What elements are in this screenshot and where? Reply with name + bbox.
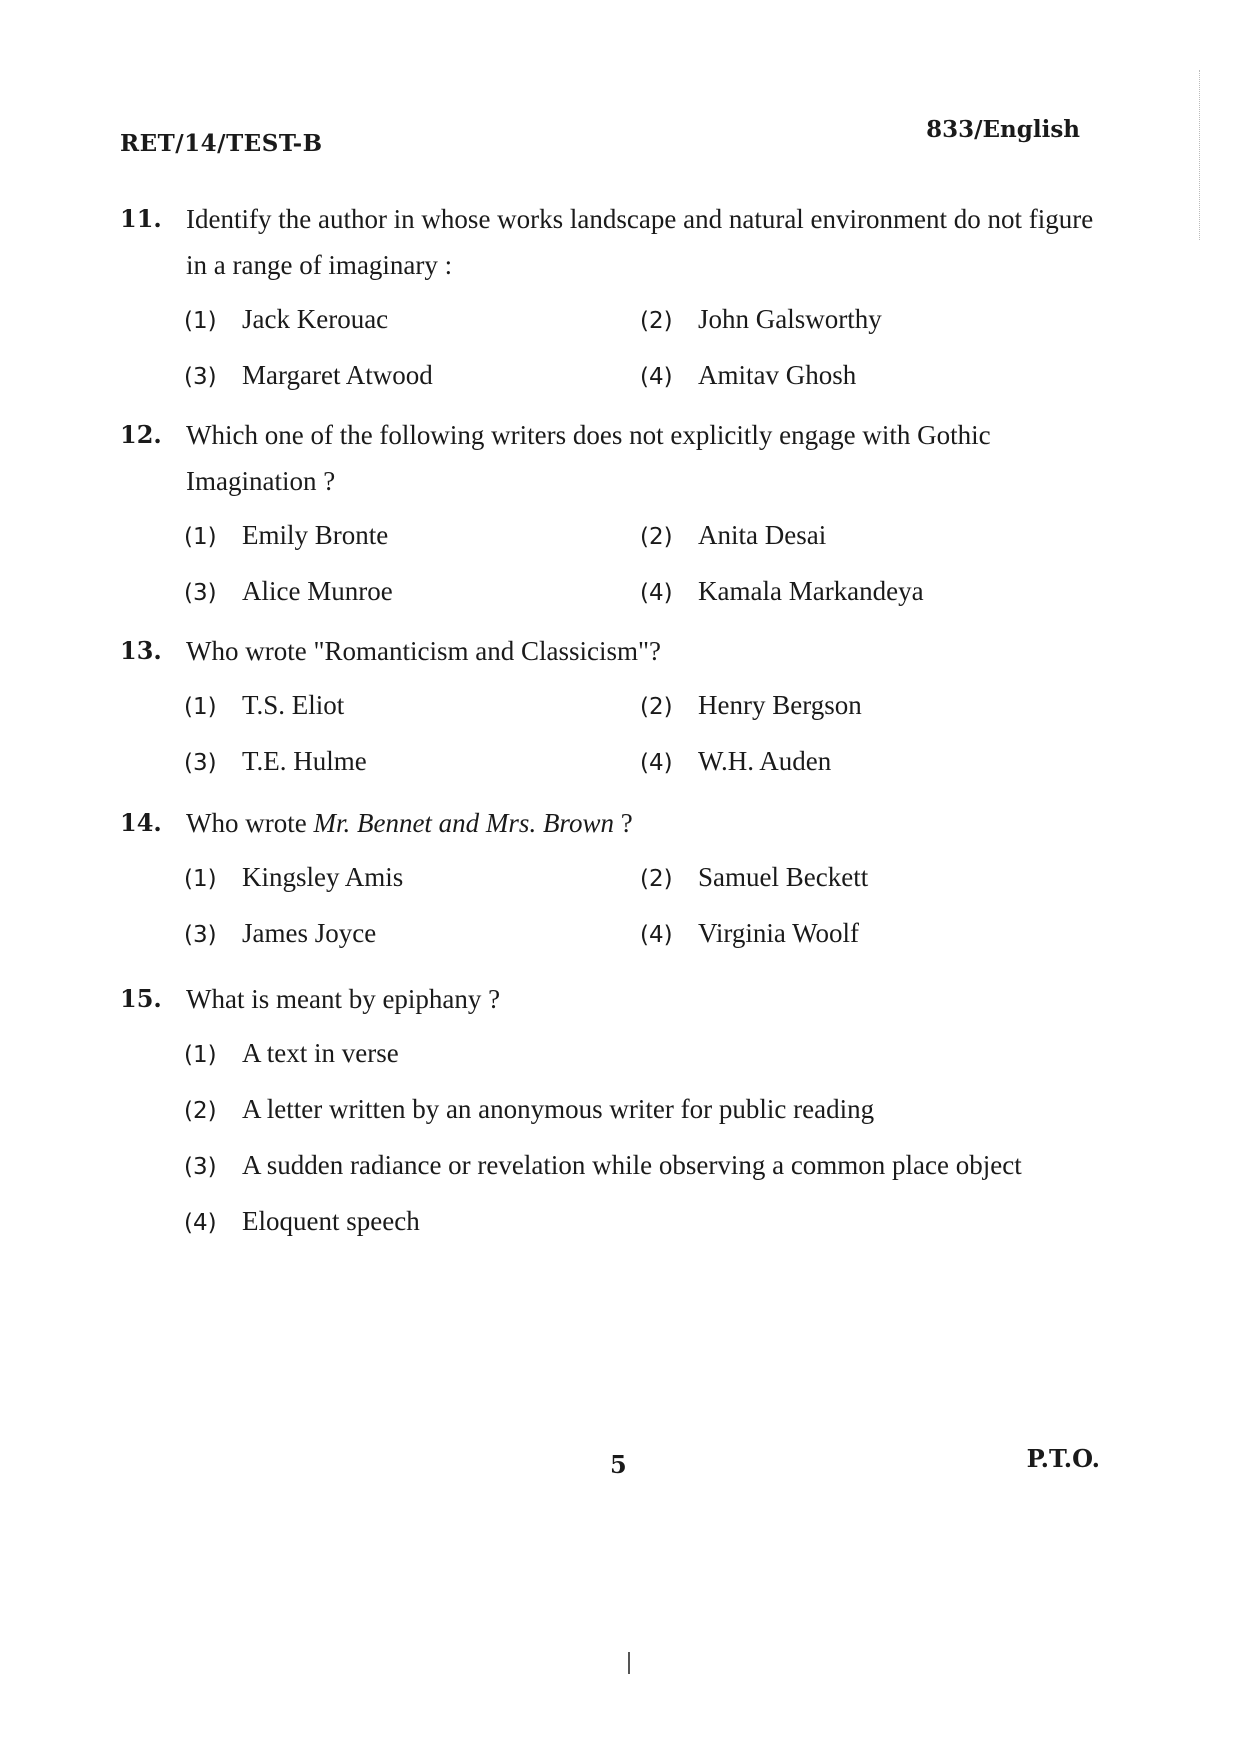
- option-number: (3): [184, 922, 217, 948]
- option-1: [184, 854, 640, 902]
- option-1: [184, 296, 640, 344]
- scan-artifact-mark: [628, 1652, 630, 1674]
- option-1: [184, 1030, 1104, 1078]
- option-number: (2): [640, 308, 673, 334]
- option-4: [640, 568, 1096, 616]
- option-number: (3): [184, 750, 217, 776]
- option-text: Alice Munroe: [242, 576, 393, 606]
- question-number: 13.: [120, 636, 162, 665]
- question-number: 14.: [120, 808, 162, 837]
- option-text: Emily Bronte: [242, 520, 389, 550]
- option-text: A text in verse: [242, 1038, 399, 1068]
- option-3: [184, 568, 640, 616]
- option-text: W.H. Auden: [698, 746, 832, 776]
- option-number: (4): [184, 1210, 217, 1236]
- paper-code: RET/14/TEST-B: [120, 130, 323, 157]
- option-number: (1): [184, 694, 217, 720]
- work-title: Mr. Bennet and Mrs. Brown: [313, 808, 614, 838]
- option-1: [184, 682, 640, 730]
- option-number: (4): [640, 750, 673, 776]
- option-number: (3): [184, 580, 217, 606]
- option-number: (1): [184, 308, 217, 334]
- subject-code: 833/English: [926, 116, 1080, 143]
- question-14: [120, 800, 1100, 958]
- option-number: (4): [640, 922, 673, 948]
- option-text: T.E. Hulme: [242, 746, 367, 776]
- option-number: (1): [184, 1042, 217, 1068]
- option-text: Virginia Woolf: [698, 918, 859, 948]
- option-text: John Galsworthy: [698, 304, 882, 334]
- option-text: A sudden radiance or revelation while observing a common place object: [242, 1150, 1022, 1180]
- options: [184, 296, 1100, 400]
- option-text: Kingsley Amis: [242, 862, 404, 892]
- question-text: Who wrote "Romanticism and Classicism"?: [186, 636, 661, 666]
- question-15: [120, 976, 1100, 1246]
- page-number: 5: [610, 1450, 627, 1479]
- option-number: (3): [184, 1154, 217, 1180]
- question-12: [120, 412, 1100, 616]
- scan-edge-mark: [1198, 70, 1200, 240]
- option-2: [640, 682, 1096, 730]
- option-4: [184, 1198, 1104, 1246]
- option-2: [184, 1086, 1104, 1134]
- option-3: [184, 1142, 1104, 1190]
- option-text: T.S. Eliot: [242, 690, 345, 720]
- option-text: A letter written by an anonymous writer for public reading: [242, 1094, 875, 1124]
- option-2: [640, 296, 1096, 344]
- option-4: [640, 738, 1096, 786]
- question-number: 15.: [120, 984, 162, 1013]
- option-1: [184, 512, 640, 560]
- option-text: Amitav Ghosh: [698, 360, 857, 390]
- option-number: (2): [184, 1098, 217, 1124]
- option-number: (4): [640, 364, 673, 390]
- option-text: Margaret Atwood: [242, 360, 433, 390]
- option-number: (4): [640, 580, 673, 606]
- option-number: (2): [640, 524, 673, 550]
- option-3: [184, 352, 640, 400]
- question-text: Identify the author in whose works landscape and natural environment do not figure in a range of imaginary :: [186, 204, 1094, 280]
- question-text: [186, 800, 1096, 846]
- options: [184, 512, 1100, 616]
- question-13: [120, 628, 1100, 786]
- question-11: [120, 196, 1100, 400]
- question-text-suffix: ?: [620, 808, 633, 838]
- option-2: [640, 854, 1096, 902]
- options: [184, 1030, 1100, 1246]
- option-2: [640, 512, 1096, 560]
- option-number: (1): [184, 524, 217, 550]
- question-number: 11.: [120, 204, 162, 233]
- option-number: (1): [184, 866, 217, 892]
- options: [184, 682, 1100, 786]
- question-number: 12.: [120, 420, 162, 449]
- option-3: [184, 738, 640, 786]
- option-text: Kamala Markandeya: [698, 576, 924, 606]
- option-number: (2): [640, 866, 673, 892]
- option-3: [184, 910, 640, 958]
- option-4: [640, 352, 1096, 400]
- question-text-prefix: Who wrote: [186, 808, 307, 838]
- option-text: Samuel Beckett: [698, 862, 869, 892]
- please-turn-over: P.T.O.: [1026, 1444, 1100, 1473]
- option-text: Henry Bergson: [698, 690, 862, 720]
- option-4: [640, 910, 1096, 958]
- option-number: (2): [640, 694, 673, 720]
- option-text: Anita Desai: [698, 520, 827, 550]
- option-text: James Joyce: [242, 918, 377, 948]
- options: [184, 854, 1100, 958]
- option-text: Jack Kerouac: [242, 304, 389, 334]
- option-text: Eloquent speech: [242, 1206, 420, 1236]
- question-text: What is meant by epiphany ?: [186, 984, 501, 1014]
- option-number: (3): [184, 364, 217, 390]
- question-text: Which one of the following writers does not explicitly engage with Gothic Imagination ?: [186, 420, 991, 496]
